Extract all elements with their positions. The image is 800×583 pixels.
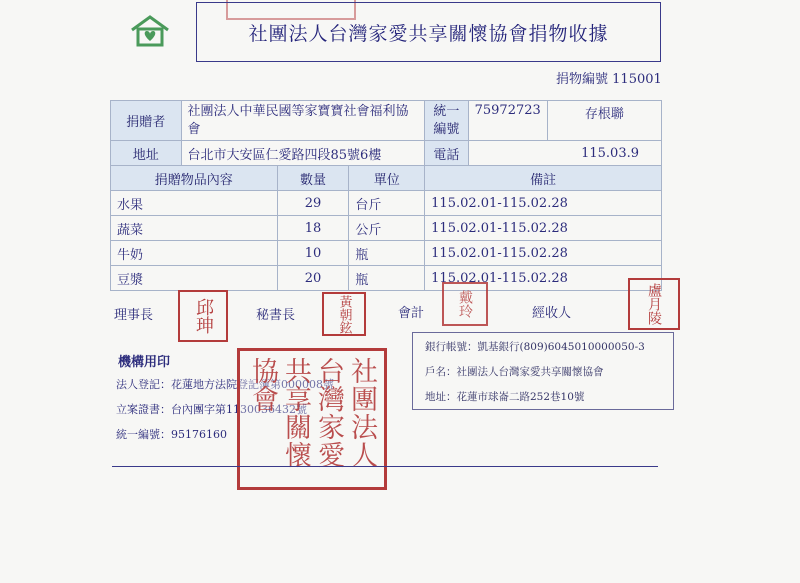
receipt-date: 115.03.9 — [468, 141, 661, 166]
donor-name: 社團法人中華民國等家寶寶社會福利協會 — [181, 101, 425, 141]
item-name: 牛奶 — [111, 241, 278, 266]
item-unit: 公斤 — [349, 216, 425, 241]
donor-row — [111, 101, 662, 141]
org-seal-label: 機構用印 — [118, 355, 171, 370]
bank-holder-value: 社團法人台灣家愛共享關懷協會 — [456, 366, 604, 378]
item-note: 115.02.01-115.02.28 — [425, 241, 662, 266]
org-taxid-line: 統一編號：95176160 — [116, 428, 227, 441]
serial-number — [556, 68, 662, 87]
address-row — [111, 141, 662, 166]
bank-account-value: 凱基銀行(809)6045010000050-3 — [477, 341, 645, 353]
item-qty: 18 — [277, 216, 349, 241]
donor-taxid: 75972723 — [468, 101, 547, 141]
item-note: 115.02.01-115.02.28 — [425, 191, 662, 216]
address-label: 地址 — [111, 141, 182, 166]
accountant-seal: 戴玲 — [442, 282, 488, 326]
item-name: 豆漿 — [111, 266, 278, 291]
item-name: 水果 — [111, 191, 278, 216]
table-row — [111, 216, 662, 241]
item-unit: 瓶 — [349, 241, 425, 266]
handler-seal: 盧月陵 — [628, 278, 680, 330]
secretary-seal: 黃朝鉉 — [322, 292, 366, 336]
org-taxid-label: 統一編號 — [116, 428, 160, 441]
table-row — [111, 266, 662, 291]
table-row — [111, 191, 662, 216]
col-note: 備註 — [425, 166, 662, 191]
secretary-label: 秘書長 — [256, 308, 296, 323]
org-taxid-value: 95176160 — [171, 428, 227, 441]
item-unit: 瓶 — [349, 266, 425, 291]
table-row — [111, 241, 662, 266]
receipt-title — [196, 2, 661, 62]
title-text: 社團法人台灣家愛共享關懷協會捐物收據 — [248, 22, 609, 45]
bank-holder-line: 戶名：社團法人台灣家愛共享關懷協會 — [425, 366, 604, 378]
handler-label: 經收人 — [532, 306, 572, 321]
license-line: 立案證書：台內團字第1130036432號 — [116, 403, 307, 416]
serial-value: 115001 — [612, 72, 662, 87]
reg-label: 法人登記 — [116, 378, 160, 391]
bank-holder-label: 戶名 — [425, 366, 446, 378]
bank-info-box — [412, 332, 674, 410]
item-note: 115.02.01-115.02.28 — [425, 216, 662, 241]
license-value: 台內團字第1130036432號 — [171, 403, 307, 416]
house-heart-logo-icon — [128, 14, 172, 48]
item-unit: 台斤 — [349, 191, 425, 216]
donation-table — [110, 100, 662, 291]
donor-label: 捐贈者 — [111, 101, 182, 141]
col-qty: 數量 — [277, 166, 349, 191]
serial-label: 捐物編號 — [556, 72, 609, 87]
bank-addr-label: 地址 — [425, 391, 446, 403]
donor-address: 台北市大安區仁愛路四段85號6樓 — [181, 141, 425, 166]
organization-seal — [237, 348, 387, 490]
reg-line: 法人登記：花蓮地方法院登記簿第000008號 — [116, 378, 334, 391]
item-note: 115.02.01-115.02.28 — [425, 266, 662, 291]
license-label: 立案證書 — [116, 403, 160, 416]
org-seal-text: 社團法人台灣家愛共享關懷協會 — [247, 357, 377, 469]
bank-addr-value: 花蓮市球崙二路252巷10號 — [456, 391, 585, 403]
item-name: 蔬菜 — [111, 216, 278, 241]
item-qty: 10 — [277, 241, 349, 266]
phone-label: 電話 — [425, 141, 468, 166]
bank-addr-line: 地址：花蓮市球崙二路252巷10號 — [425, 391, 585, 403]
item-qty: 29 — [277, 191, 349, 216]
chairman-seal: 邱珅 — [178, 290, 228, 342]
item-qty: 20 — [277, 266, 349, 291]
bank-account-line: 銀行帳號：凱基銀行(809)6045010000050-3 — [425, 341, 645, 353]
copy-label: 存根聯 — [547, 101, 661, 141]
taxid-label: 統一編號 — [425, 101, 468, 141]
chairman-label: 理事長 — [114, 308, 154, 323]
col-unit: 單位 — [349, 166, 425, 191]
items-header-row — [111, 166, 662, 191]
bottom-divider — [112, 466, 658, 467]
reg-value: 花蓮地方法院登記簿第000008號 — [171, 378, 334, 391]
accountant-label: 會計 — [398, 306, 425, 321]
col-item-name: 捐贈物品內容 — [111, 166, 278, 191]
bank-account-label: 銀行帳號 — [425, 341, 467, 353]
